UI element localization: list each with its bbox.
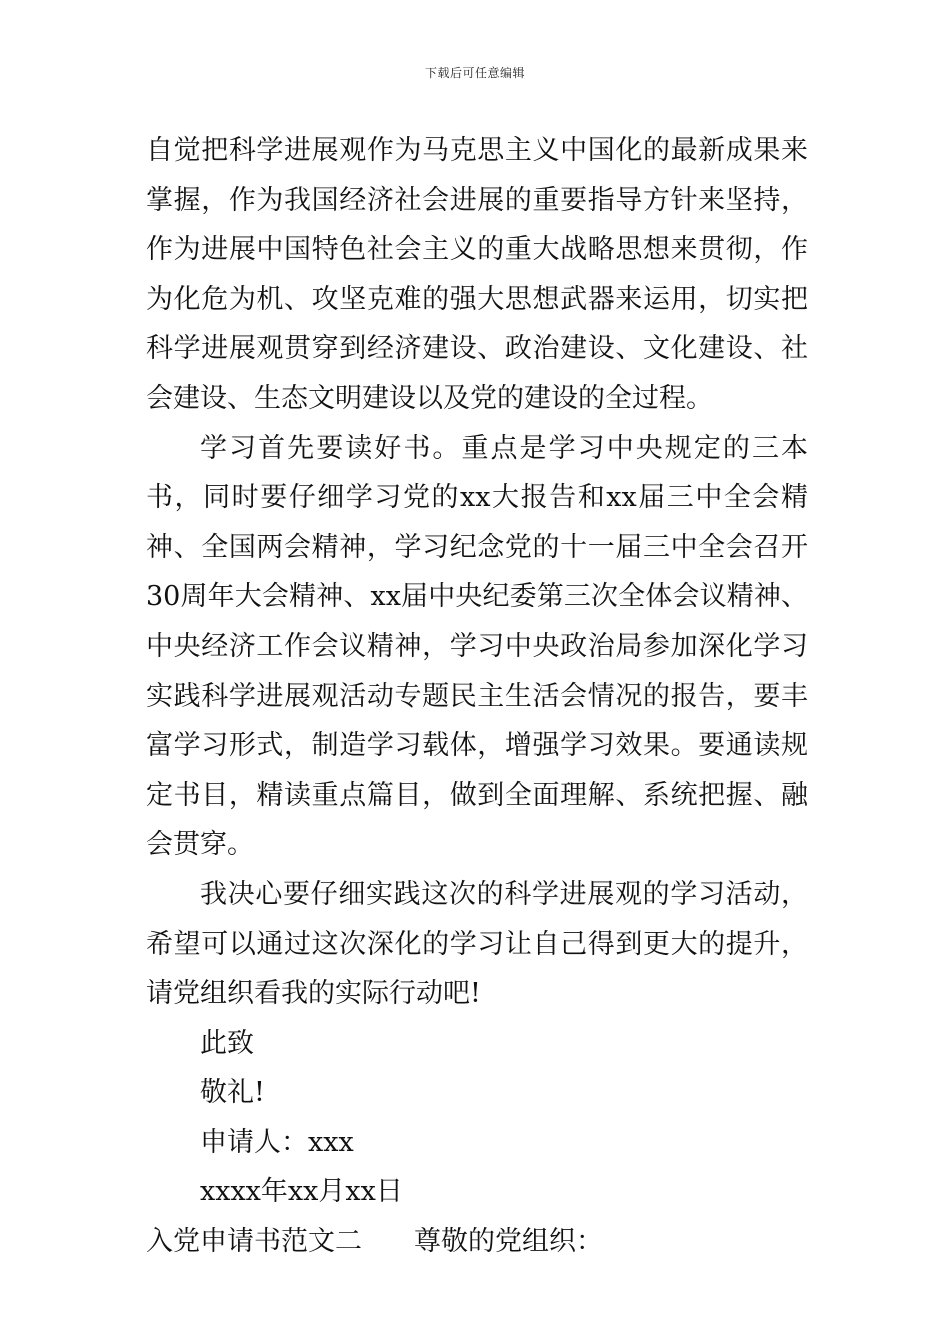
paragraph-2: 学习首先要读好书。重点是学习中央规定的三本书，同时要仔细学习党的xx大报告和xx届三中全会精神、全国两会精神，学习纪念党的十一届三中全会召开30周年大会精神、xx届中央纪委第三次全体会议精神、中央经济工作会议精神，学习中央政治局参加深化学习实践科学进展观活动专题民主生活会情况的报告，要丰富学习形式，制造学习载体，增强学习效果。要通读规定书目，精读重点篇目，做到全面理解、系统把握、融会贯穿。 bbox=[146, 432, 808, 861]
next-section-line bbox=[146, 1217, 808, 1267]
paragraph-1: 自觉把科学进展观作为马克思主义中国化的最新成果来掌握，作为我国经济社会进展的重要指导方针来坚持，作为进展中国特色社会主义的重大战略思想来贯彻，作为化危为机、攻坚克难的强大思想武器来运用，切实把科学进展观贯穿到经济建设、政治建设、文化建设、社会建设、生态文明建设以及党的建设的全过程。 bbox=[146, 135, 808, 414]
paragraph-3: 我决心要仔细实践这次的科学进展观的学习活动，希望可以通过这次深化的学习让自己得到更大的提升，请党组织看我的实际行动吧! bbox=[146, 878, 808, 1010]
salutation: 此致 bbox=[200, 1027, 254, 1059]
date-line: xxxx年xx月xx日 bbox=[200, 1176, 403, 1208]
document-body bbox=[146, 126, 808, 1267]
page-header: 下载后可任意编辑 bbox=[424, 66, 525, 80]
next-section-greeting: 尊敬的党组织： bbox=[414, 1226, 603, 1258]
regards: 敬礼! bbox=[200, 1077, 265, 1109]
applicant-line: 申请人：xxx bbox=[200, 1126, 354, 1158]
next-section-title: 入党申请书范文二 bbox=[146, 1226, 362, 1258]
